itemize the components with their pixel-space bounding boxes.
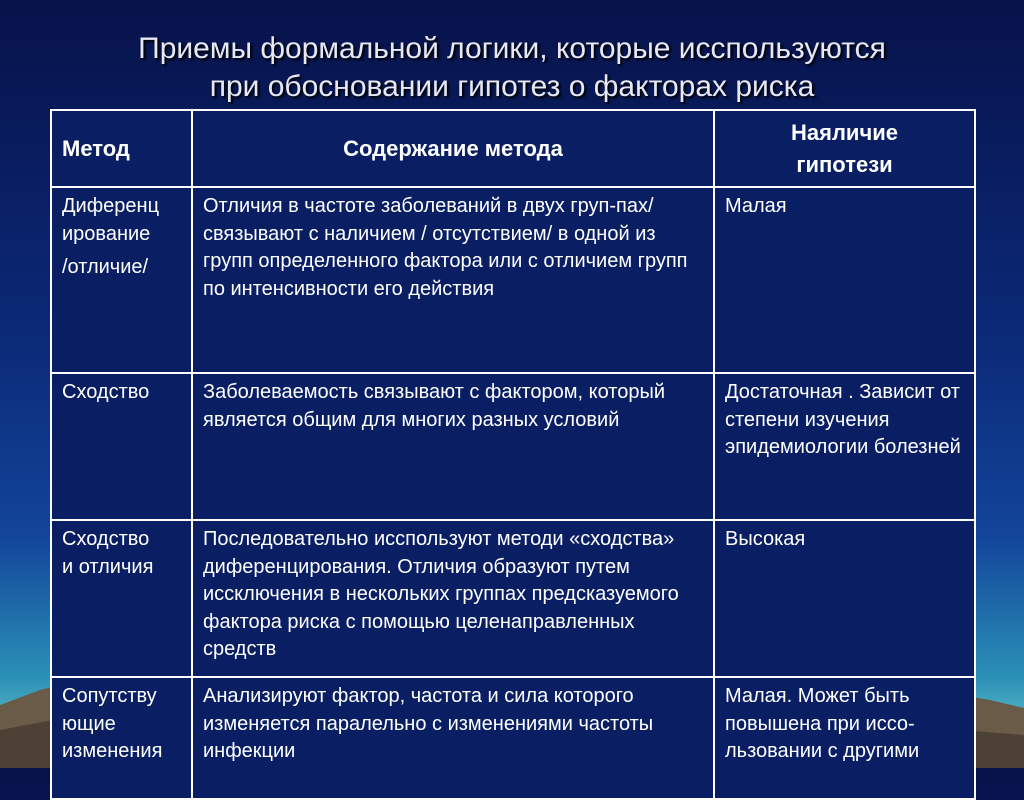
table-row xyxy=(51,677,975,799)
table-header-row xyxy=(51,110,975,187)
hypothesis-cell: Высокая xyxy=(714,520,975,677)
title-line-2: при обосновании гипотез о факторах риска xyxy=(209,70,815,103)
hypothesis-cell: Малая. Может быть повышена при иссо-льзовании с другими xyxy=(714,677,975,799)
hypothesis-cell: Малая xyxy=(714,187,975,373)
slide-title xyxy=(0,30,1024,106)
content-cell: Отличия в частоте заболеваний в двух груп-пах/связывают с наличием / отсутствием/ в одной из групп определенного фактора или с отличием групп по интенсивности его действия xyxy=(192,187,714,373)
method-line: Диференц xyxy=(62,195,160,217)
method-line: ющие xyxy=(62,712,116,735)
methods-table xyxy=(50,109,976,800)
content-cell: Анализируют фактор, частота и сила которого изменяется паралельно с изменениями частоты инфекции xyxy=(192,677,714,799)
content-cell: Последовательно исспользуют методи «сходства» диференцирования. Отличия образуют путем иссключения в нескольких группах предсказуемого фактора риска с помощью целенаправленных средств xyxy=(192,520,714,677)
method-cell xyxy=(51,187,192,373)
header-hypothesis-line-2: гипотези xyxy=(796,151,893,177)
header-hypothesis xyxy=(714,110,975,187)
header-method: Метод xyxy=(51,110,192,187)
method-cell xyxy=(51,677,192,799)
method-line: /отличие/ xyxy=(62,256,149,278)
method-line: изменения xyxy=(62,740,163,762)
method-line: и отличия xyxy=(62,555,154,578)
header-hypothesis-line-1: Наяличие xyxy=(791,119,898,145)
table-row xyxy=(51,373,975,520)
header-content: Содержание метода xyxy=(192,110,714,187)
table-row xyxy=(51,187,975,373)
method-cell xyxy=(51,520,192,677)
title-line-1: Приемы формальной логики, которые исспользуются xyxy=(138,32,886,65)
hypothesis-cell: Достаточная . Зависит от степени изучения эпидемиологии болезней xyxy=(714,373,975,520)
method-line: Сходство xyxy=(62,381,150,403)
method-line: ирование xyxy=(62,222,151,245)
content-cell: Заболеваемость связывают с фактором, который является общим для многих разных условий xyxy=(192,373,714,520)
method-cell xyxy=(51,373,192,520)
method-line: Сопутству xyxy=(62,685,157,707)
table-row xyxy=(51,520,975,677)
method-line: Сходство xyxy=(62,528,150,550)
